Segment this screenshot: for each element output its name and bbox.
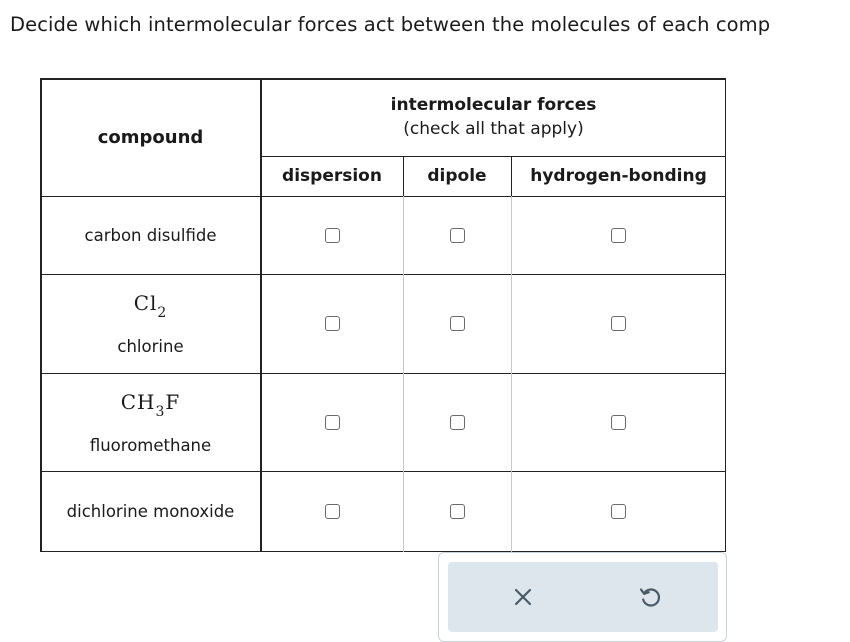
cell-dipole	[403, 196, 511, 274]
compound-cell	[40, 274, 261, 373]
table-border	[40, 78, 726, 80]
column-header-hydrogen-bonding: hydrogen-bonding	[530, 166, 707, 186]
cell-dispersion	[261, 274, 403, 373]
column-header-dipole: dipole	[427, 166, 487, 186]
table-divider	[403, 156, 404, 196]
question-prompt: Decide which intermolecular forces act between the molecules of each comp	[10, 13, 771, 36]
cell-dispersion	[261, 196, 403, 274]
checkbox-dispersion-fluoromethane[interactable]	[325, 415, 340, 430]
header-compound: compound	[97, 126, 204, 148]
table-divider	[511, 196, 513, 552]
cell-hydrogen-bonding	[511, 471, 726, 552]
undo-icon	[637, 584, 663, 614]
forces-table	[40, 78, 726, 552]
checkbox-dipole-fluoromethane[interactable]	[450, 415, 465, 430]
formula-tail: F	[165, 389, 181, 414]
checkbox-dispersion-dichlorine-monoxide[interactable]	[325, 504, 340, 519]
checkbox-dispersion-carbon-disulfide[interactable]	[325, 228, 340, 243]
header-forces-title: intermolecular forces	[390, 95, 597, 115]
close-icon	[511, 585, 535, 613]
column-header-dispersion: dispersion	[282, 166, 382, 186]
compound-name: chlorine	[117, 337, 184, 356]
cell-dipole	[403, 373, 511, 471]
answer-toolbar	[438, 552, 727, 642]
clear-button[interactable]	[506, 582, 540, 616]
formula-subscript: 2	[157, 305, 168, 321]
formula-main: CH	[120, 389, 156, 414]
header-forces-note: (check all that apply)	[403, 119, 584, 139]
checkbox-hydrogen-bonding-dichlorine-monoxide[interactable]	[611, 504, 626, 519]
cell-hydrogen-bonding	[511, 373, 726, 471]
compound-name: dichlorine monoxide	[66, 502, 235, 521]
cell-hydrogen-bonding	[511, 196, 726, 274]
compound-cell	[40, 373, 261, 471]
formula-subscript: 3	[155, 403, 166, 420]
table-border	[40, 78, 42, 552]
cell-dipole	[403, 274, 511, 373]
checkbox-hydrogen-bonding-carbon-disulfide[interactable]	[611, 228, 626, 243]
cell-dispersion	[261, 373, 403, 471]
table-divider	[40, 471, 726, 473]
table-divider	[403, 196, 405, 552]
table-divider	[260, 78, 262, 552]
checkbox-dipole-dichlorine-monoxide[interactable]	[450, 504, 465, 519]
table-border	[725, 78, 727, 552]
cell-dipole	[403, 471, 511, 552]
formula-main: Cl	[133, 291, 158, 315]
checkbox-dipole-chlorine[interactable]	[450, 316, 465, 331]
toolbar-panel	[448, 562, 718, 632]
chemical-formula	[134, 291, 168, 319]
cell-hydrogen-bonding	[511, 274, 726, 373]
checkbox-hydrogen-bonding-chlorine[interactable]	[611, 316, 626, 331]
table-divider	[40, 373, 726, 375]
cell-dispersion	[261, 471, 403, 552]
table-divider	[511, 156, 512, 196]
checkbox-dispersion-chlorine[interactable]	[325, 316, 340, 331]
checkbox-hydrogen-bonding-fluoromethane[interactable]	[611, 415, 626, 430]
undo-button[interactable]	[633, 582, 667, 616]
compound-name: carbon disulfide	[84, 225, 217, 245]
compound-name: fluoromethane	[89, 435, 212, 455]
table-divider	[261, 156, 726, 158]
table-divider	[40, 196, 726, 198]
chemical-formula	[121, 390, 181, 418]
table-divider	[40, 274, 726, 276]
header-forces	[261, 78, 726, 156]
checkbox-dipole-carbon-disulfide[interactable]	[450, 228, 465, 243]
